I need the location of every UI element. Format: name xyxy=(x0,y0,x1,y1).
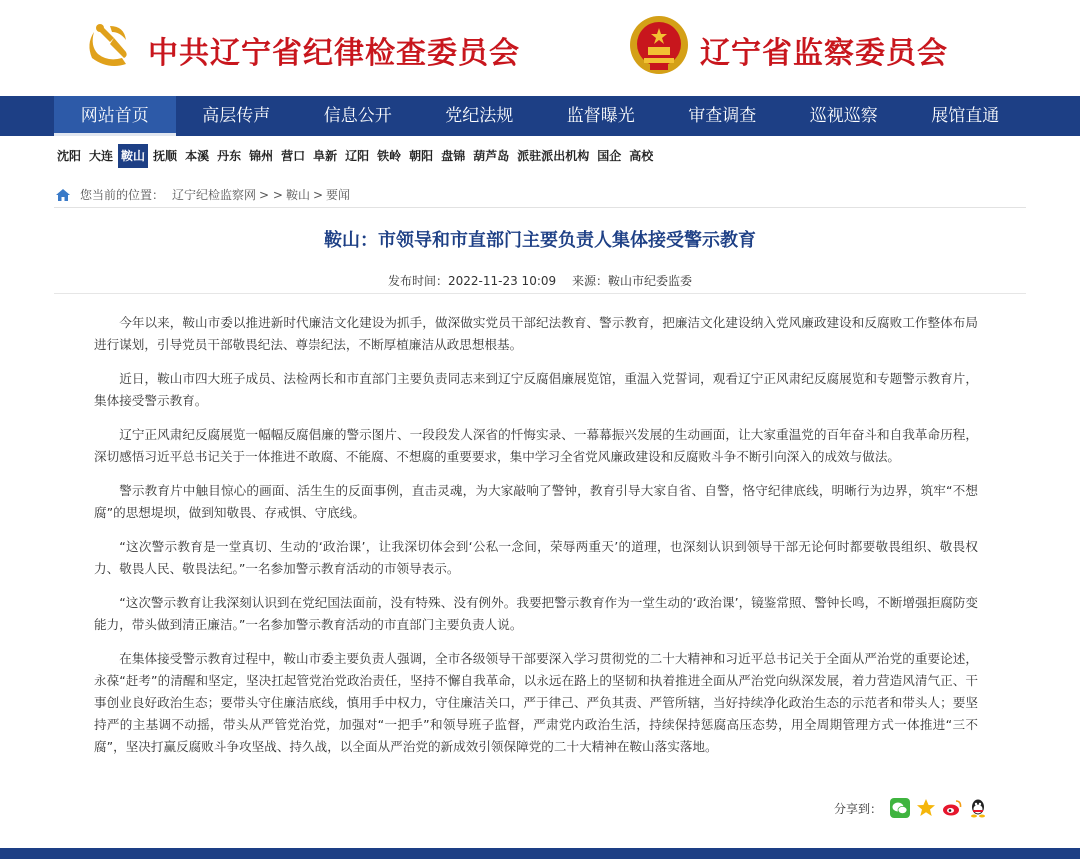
breadcrumb-link-section[interactable]: 要闻 xyxy=(326,188,351,202)
nav-item[interactable]: 高层传声 xyxy=(202,106,271,126)
wechat-icon[interactable] xyxy=(890,798,910,818)
nav-item[interactable]: 监督曝光 xyxy=(566,106,635,126)
city-nav-item[interactable]: 葫芦岛 xyxy=(473,149,510,163)
breadcrumb-separator: > xyxy=(312,187,324,202)
city-nav-item[interactable]: 辽阳 xyxy=(345,149,370,163)
article-body xyxy=(94,312,978,770)
city-nav-item[interactable]: 阜新 xyxy=(313,149,338,163)
article-paragraph: 今年以来，鞍山市委以推进新时代廉洁文化建设为抓手，做深做实党员干部纪法教育、警示教育，把廉洁文化建设纳入党风廉政建设和反腐败工作整体布局进行谋划，引导党员干部敬畏纪法、尊崇纪法，不断厚植廉洁从政思想根基。 xyxy=(94,315,978,352)
city-nav-item[interactable]: 抚顺 xyxy=(153,149,178,163)
city-nav-item[interactable]: 盘锦 xyxy=(441,149,466,163)
breadcrumb-link-site[interactable]: 辽宁纪检监察网 xyxy=(172,188,257,202)
city-nav xyxy=(54,143,658,169)
header-title-commission: 中共辽宁省纪律检查委员会 xyxy=(148,36,520,71)
city-nav-item[interactable]: 大连 xyxy=(89,149,114,163)
breadcrumb-link-city[interactable]: 鞍山 xyxy=(285,188,310,202)
nav-item[interactable]: 信息公开 xyxy=(323,106,392,126)
header-title-supervision: 辽宁省监察委员会 xyxy=(700,36,948,71)
article-source: 来源：鞍山市纪委监委 xyxy=(571,274,692,288)
main-nav-list xyxy=(54,96,1026,136)
article-title: 鞍山：市领导和市直部门主要负责人集体接受警示教育 xyxy=(324,230,756,251)
share-bar xyxy=(834,798,994,818)
nav-item[interactable]: 巡视巡察 xyxy=(809,106,878,126)
breadcrumb-prefix: 您当前的位置： xyxy=(80,188,165,202)
nav-item[interactable]: 展馆直通 xyxy=(931,106,1000,126)
share-label: 分享到： xyxy=(834,801,883,816)
article-paragraph: 警示教育片中触目惊心的画面、活生生的反面事例，直击灵魂，为大家敲响了警钟，教育引导大家自省、自警，恪守纪律底线，明晰行为边界，筑牢“不想腐”的思想堤坝，做到知敬畏、存戒惧、守底线。 xyxy=(94,483,978,520)
main-nav xyxy=(0,96,1080,136)
qq-icon[interactable] xyxy=(968,798,988,818)
city-nav-item[interactable]: 铁岭 xyxy=(377,149,402,163)
qzone-icon[interactable] xyxy=(916,798,936,818)
city-nav-item[interactable]: 高校 xyxy=(629,149,654,163)
city-nav-item[interactable]: 营口 xyxy=(281,149,306,163)
party-emblem-icon xyxy=(80,18,136,74)
article-paragraph: 辽宁正风肃纪反腐展览一幅幅反腐倡廉的警示图片、一段段发人深省的忏悔实录、一幕幕振兴发展的生动画面，让大家重温党的百年奋斗和自我革命历程，深切感悟习近平总书记关于一体推进不敢腐、不能腐、不想腐的重要要求，集中学习全省党风廉政建设和反腐败斗争不断引向深入的成效与做法。 xyxy=(94,427,978,464)
article-meta xyxy=(0,272,1080,289)
nav-item[interactable]: 党纪法规 xyxy=(445,106,514,126)
footer-bar xyxy=(0,848,1080,859)
city-nav-item[interactable]: 丹东 xyxy=(217,149,242,163)
weibo-icon[interactable] xyxy=(942,798,962,818)
national-emblem-icon xyxy=(628,14,690,76)
nav-item[interactable]: 审查调查 xyxy=(688,106,757,126)
nav-item[interactable]: 网站首页 xyxy=(54,96,176,136)
article-paragraph: “这次警示教育让我深刻认识到在党纪国法面前，没有特殊、没有例外。我要把警示教育作为一堂生动的‘政治课’，镜鉴常照、警钟长鸣，不断增强拒腐防变能力，带头做到清正廉洁。”一名参加警示教育活动的市直部门主要负责人说。 xyxy=(94,595,978,632)
city-nav-item[interactable]: 沈阳 xyxy=(57,149,82,163)
city-nav-item[interactable]: 朝阳 xyxy=(409,149,434,163)
meta-divider xyxy=(54,293,1026,294)
article-paragraph: 在集体接受警示教育过程中，鞍山市委主要负责人强调，全市各级领导干部要深入学习贯彻党的二十大精神和习近平总书记关于全面从严治党的重要论述，永葆“赶考”的清醒和坚定，坚决扛起管党治党政治责任，坚持不懈自我革命，以永远在路上的坚韧和执着推进全面从严治党向纵深发展，着力营造风清气正、干事创业良好政治生态；要带头守住廉洁底线，慎用手中权力，守住廉洁关口，严于律己、严负其责、严管所辖，当好持续净化政治生态的示范者和带头人；要坚持严的主基调不动摇，带头从严管党治党，加强对“一把手”和领导班子监督，严肃党内政治生活，持续保持惩腐高压态势，用全周期管理方式一体推进“三不腐”，坚决打赢反腐败斗争攻坚战、持久战，以全面从严治党的新成效引领保障党的二十大精神在鞍山落实落地。 xyxy=(94,651,978,754)
city-nav-item[interactable]: 派驻派出机构 xyxy=(517,149,590,163)
city-nav-item[interactable]: 锦州 xyxy=(249,149,274,163)
site-header xyxy=(0,0,1080,96)
city-nav-item[interactable]: 国企 xyxy=(597,149,622,163)
breadcrumb-separator: > > xyxy=(259,187,283,202)
article-paragraph: “这次警示教育是一堂真切、生动的‘政治课’，让我深切体会到‘公私一念间，荣辱两重天’的道理，也深刻认识到领导干部无论何时都要敬畏组织、敬畏权力、敬畏人民、敬畏法纪。”一名参加警示教育活动的市领导表示。 xyxy=(94,539,978,576)
home-icon xyxy=(56,189,70,201)
city-nav-item[interactable]: 本溪 xyxy=(185,149,210,163)
publish-time: 发布时间：2022-11-23 10:09 xyxy=(388,274,557,288)
breadcrumb xyxy=(56,186,350,203)
city-nav-item[interactable]: 鞍山 xyxy=(118,144,148,168)
article-paragraph: 近日，鞍山市四大班子成员、法检两长和市直部门主要负责同志来到辽宁反腐倡廉展览馆，重温入党誓词，观看辽宁正风肃纪反腐展览和专题警示教育片，集体接受警示教育。 xyxy=(94,371,978,408)
breadcrumb-divider xyxy=(54,207,1026,208)
